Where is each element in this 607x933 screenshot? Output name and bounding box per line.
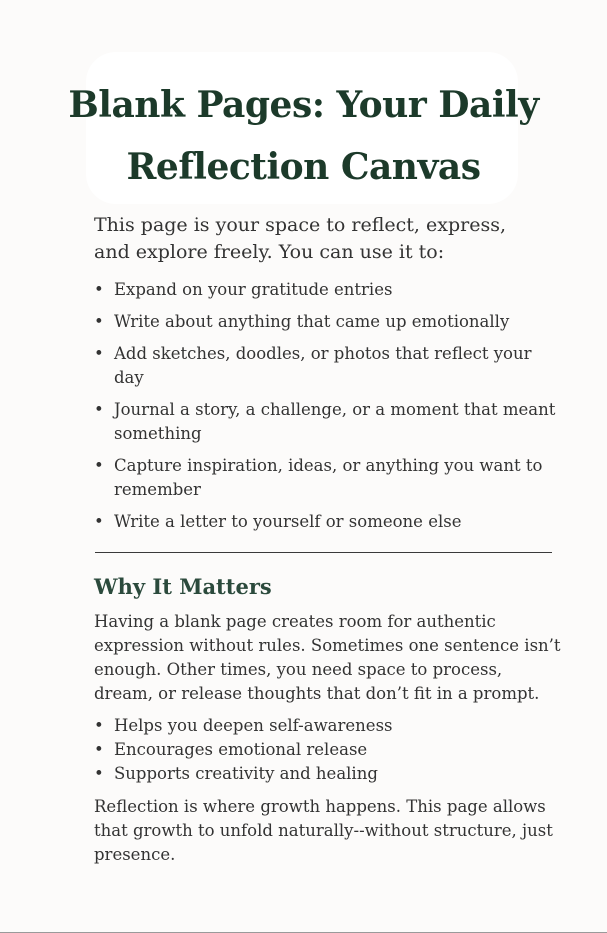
list-item — [94, 310, 564, 334]
list-item — [94, 510, 564, 534]
bullet-icon: • — [94, 400, 104, 419]
section-divider — [95, 552, 552, 553]
bullet-icon: • — [94, 456, 104, 475]
section-heading: Why It Matters — [94, 574, 272, 599]
bullet-icon: • — [94, 764, 104, 783]
bullet-icon: • — [94, 512, 104, 531]
list-item-text: Capture inspiration, ideas, or anything you want to remember — [114, 456, 543, 499]
list-item-text: Supports creativity and healing — [114, 764, 378, 783]
list-item-text: Add sketches, doodles, or photos that reflect your day — [114, 344, 532, 387]
list-item — [94, 762, 564, 786]
list-item — [94, 714, 564, 738]
list-item-text: Journal a story, a challenge, or a moment that meant something — [114, 400, 556, 443]
list-item-text: Expand on your gratitude entries — [114, 280, 393, 299]
bullet-icon: • — [94, 280, 104, 299]
bullet-icon: • — [94, 740, 104, 759]
bullet-icon: • — [94, 344, 104, 363]
section-paragraph: Having a blank page creates room for authentic expression without rules. Sometimes one sentence isn’t enough. Other times, you need space to process, dream, or release thoughts that don’t fit in a prompt. — [94, 612, 561, 703]
list-item-text: Write about anything that came up emotionally — [114, 312, 510, 331]
list-item — [94, 278, 564, 302]
bullet-icon: • — [94, 716, 104, 735]
list-item — [94, 738, 564, 762]
list-item — [94, 398, 564, 446]
intro-text: This page is your space to reflect, express, and explore freely. You can use it to: — [94, 214, 506, 263]
bullet-icon: • — [94, 312, 104, 331]
list-item — [94, 342, 564, 390]
benefits-list — [94, 714, 564, 786]
list-item-text: Write a letter to yourself or someone else — [114, 512, 462, 531]
closing-paragraph: Reflection is where growth happens. This page allows that growth to unfold naturally--without structure, just presence. — [94, 797, 553, 864]
list-item-text: Helps you deepen self-awareness — [114, 716, 393, 735]
uses-list — [94, 278, 564, 542]
list-item-text: Encourages emotional release — [114, 740, 368, 759]
list-item — [94, 454, 564, 502]
page-title: Blank Pages: Your Daily Reflection Canvas — [68, 84, 539, 188]
